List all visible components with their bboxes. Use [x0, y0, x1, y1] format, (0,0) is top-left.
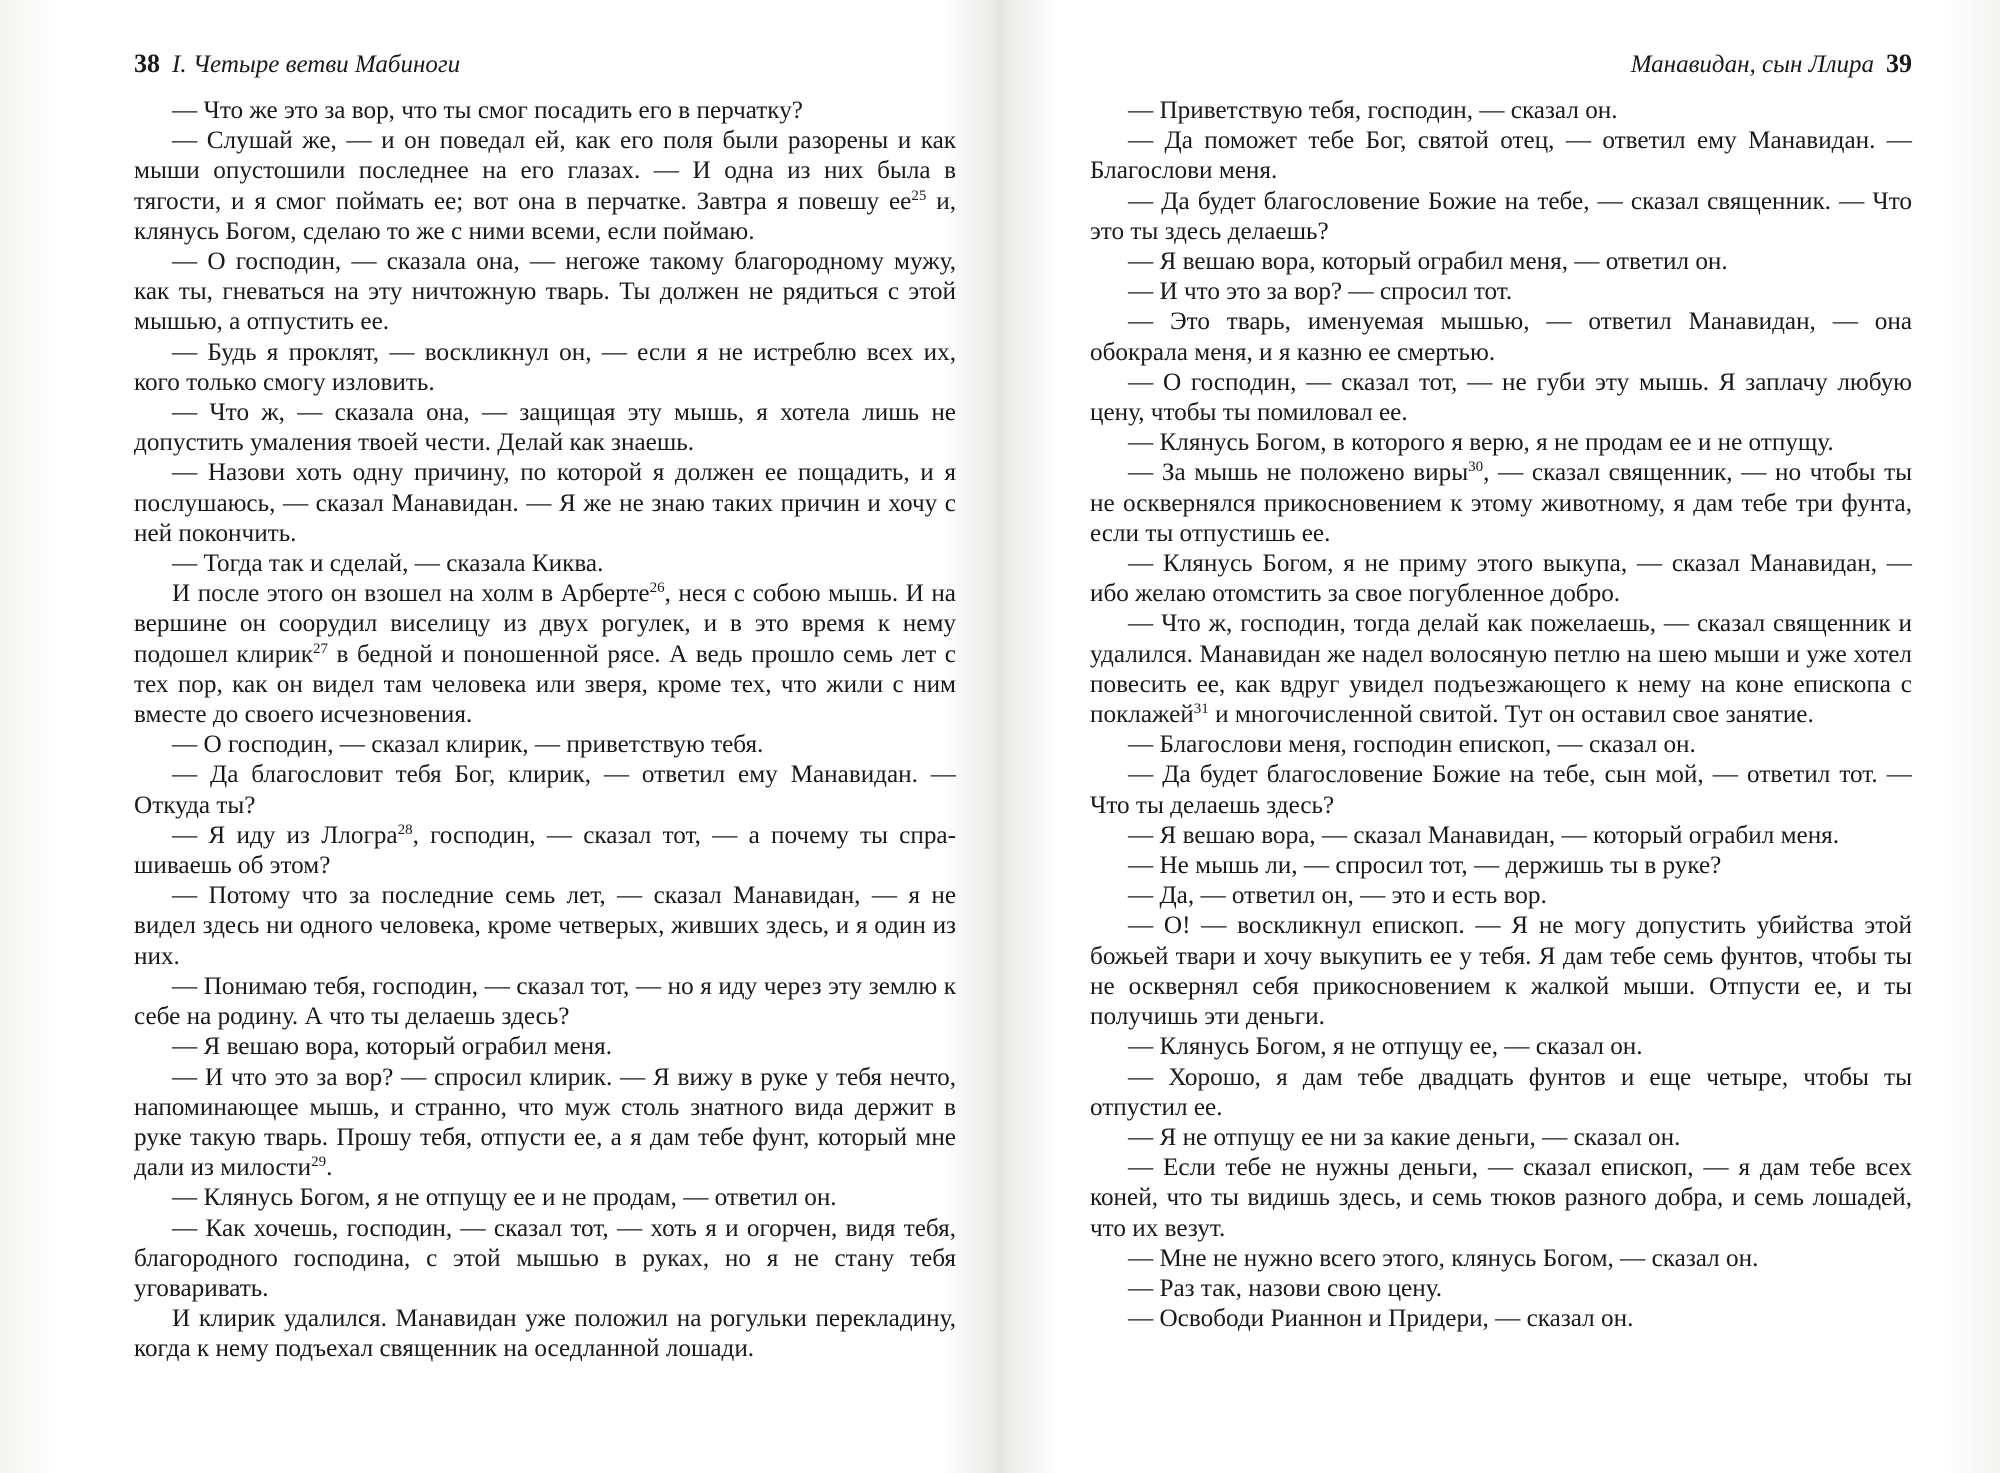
paragraph: — О господин, — сказал тот, — не губи эту мышь. Я заплачу любую цену, чтобы ты помиловал ее.	[1090, 368, 1912, 427]
running-head-left	[134, 44, 956, 84]
paragraph: — Клянусь Богом, я не отпущу ее, — сказал он.	[1128, 1033, 1643, 1061]
paragraph: — Будь я проклят, — воскликнул он, — если я не истреблю всех их, кого только смогу изловить.	[134, 338, 956, 396]
paragraph: — Мне не нужно всего этого, клянусь Богом, — сказал он.	[1128, 1244, 1759, 1272]
paragraph: И клирик удалился. Манавидан уже положил на рогульки перекладину, когда к нему подъехал священник на оседланной лошади.	[134, 1305, 956, 1363]
paragraph: — Хорошо, я дам тебе двадцать фунтов и еще четыре, чтобы ты отпустил ее.	[1090, 1063, 1912, 1121]
paragraph: — Как хочешь, господин, — сказал тот, — хоть я и огорчен, видя тебя, благородного господина, с этой мышью в руках, но я не стану тебя уговаривать.	[134, 1214, 956, 1302]
page-number-left: 38	[134, 49, 160, 78]
paragraph: — Я иду из Ллогра$^{28}$, господин, — сказал тот, — а почему ты спрашиваешь об этом?	[134, 821, 957, 880]
paragraph: — Тогда так и сделай, — сказала Киква.	[172, 550, 604, 578]
footnote-ref: 30	[1468, 459, 1484, 476]
footnote-ref: 26	[649, 580, 665, 597]
paragraph: — Что ж, — сказала она, — защищая эту мышь, я хотела лишь не допустить умаления твоей чести. Делай как знаешь.	[134, 399, 956, 457]
paragraph: — Да будет благословение Божие на тебе, сын мой, — ответил тот. — Что ты делаешь здесь?	[1090, 761, 1912, 819]
paragraph: — И что это за вор? — спросил клирик. — Я вижу в руке у тебя нечто, напоминающее мышь, и странно, что муж столь знатного вида держит в руке такую тварь. Прошу тебя, отпусти ее, а я дам тебе фунт, который мне дали из милости$^{29}$.	[134, 1063, 956, 1182]
paragraph: — Потому что за последние семь лет, — сказал Манавидан, — я не видел здесь ни одного человека, кроме четверых, живших здесь, и я один из них.	[134, 882, 956, 970]
footnote-ref: 25	[911, 187, 927, 204]
paragraph: — Да будет благословение Божие на тебе, — сказал священник. — Что это ты здесь делаешь?	[1090, 187, 1912, 245]
right-page-text	[1090, 96, 1912, 1334]
paragraph: — Раз так, назови свою цену.	[1128, 1274, 1443, 1302]
paragraph: — За мышь не положено виры$^{30}$, — сказал священник, — но чтобы ты не осквернялся прикосновением к этому животному, я дам тебе три фунта, если ты отпустишь ее.	[1090, 459, 1913, 547]
running-head-title-right: Манавидан, сын Ллира	[1630, 51, 1874, 78]
left-page-text	[134, 96, 956, 1365]
paragraph: — Если тебе не нужны деньги, — сказал епископ, — я дам тебе всех коней, что ты видишь здесь, и семь тюков разного добра, и семь лошадей, что их везут.	[1090, 1154, 1912, 1242]
paragraph: — Да, — ответил он, — это и есть вор.	[1128, 882, 1547, 910]
paragraph: — Это тварь, именуемая мышью, — ответил Манавидан, — она обокрала меня, и я казню ее смертью.	[1090, 308, 1912, 366]
footnote-ref: 31	[1193, 701, 1209, 718]
paragraph: — И что это за вор? — спросил тот.	[1128, 278, 1513, 306]
paragraph: — О господин, — сказал клирик, — приветствую тебя.	[172, 731, 764, 759]
paragraph: — Да благословит тебя Бог, клирик, — ответил ему Манавидан. — Откуда ты?	[134, 761, 956, 819]
paragraph: — Приветствую тебя, господин, — сказал он.	[1128, 97, 1618, 124]
paragraph: — Не мышь ли, — спросил тот, — держишь ты в руке?	[1128, 852, 1722, 880]
paragraph: — Назови хоть одну причину, по которой я должен ее пощадить, и я послушаюсь, — сказал Манавидан. — Я же не знаю таких причин и хочу с ней покончить.	[134, 459, 956, 547]
paragraph: — Слушай же, — и он поведал ей, как его поля были разорены и как мыши опустошили последнее на его глазах. — И одна из них была в тягости, и я смог поймать ее; вот она в перчатке. Завтра я повешу $ее^{25}$ и, клянусь Богом, сделаю то же с ними всеми, если поймаю.	[134, 127, 956, 245]
running-head-title-left: I. Четыре ветви Мабиноги	[172, 51, 461, 78]
page-number-right: 39	[1886, 49, 1912, 78]
paragraph: — Я не отпущу ее ни за какие деньги, — сказал он.	[1128, 1123, 1681, 1151]
right-page	[1090, 44, 1912, 1334]
paragraph: — Да поможет тебе Бог, святой отец, — ответил ему Манавидан. — Благослови меня.	[1090, 127, 1912, 185]
paragraph: — Благослови меня, господин епископ, — сказал он.	[1128, 731, 1696, 759]
footnote-ref: 27	[313, 640, 329, 657]
paragraph: — Что же это за вор, что ты смог посадить его в перчатку?	[172, 97, 803, 124]
running-head-right	[1090, 44, 1912, 84]
paragraph: — Клянусь Богом, в которого я верю, я не продам ее и не отпущу.	[1128, 429, 1834, 457]
paragraph: — Клянусь Богом, я не отпущу ее и не продам, — ответил он.	[172, 1184, 837, 1212]
footnote-ref: 29	[311, 1154, 327, 1171]
left-page	[134, 44, 956, 1365]
footnote-ref: 28	[397, 821, 413, 838]
paragraph: — О господин, — сказала она, — негоже такому благородному мужу, как ты, гневаться на эту ничтожную тварь. Ты должен не рядиться с этой мышью, а отпустить ее.	[134, 248, 956, 336]
paragraph: — Понимаю тебя, господин, — сказал тот, — но я иду через эту землю к себе на родину. А что ты делаешь здесь?	[134, 972, 956, 1031]
paragraph: — Что ж, господин, тогда делай как пожелаешь, — сказал священник и удалился. Манавидан же надел волосяную петлю на шею мыши и уже хотел повесить ее, как вдруг увидел подъезжающего к нему на коне епископа с поклажей$^{31}$ и многочисленной свитой. Тут он оставил свое занятие.	[1090, 610, 1912, 729]
paragraph: — Я вешаю вора, который ограбил меня, — ответил он.	[1128, 248, 1728, 276]
paragraph: И после этого он взошел на холм в Арберте$^{26}$, неся с собою мышь. И на вершине он соорудил виселицу из двух рогулек, и в это время к нему подошел клирик$^{27}$ в бедной и поношенной рясе. А ведь прошло семь лет с тех пор, как он видел там человека или зверя, кроме тех, что жили с ним вместе до своего исчезновения.	[134, 580, 956, 729]
paragraph: — Я вешаю вора, — сказал Манавидан, — который ограбил меня.	[1128, 821, 1840, 849]
paragraph: — Освободи Рианнон и Придери, — сказал он.	[1128, 1305, 1634, 1333]
paragraph: — Клянусь Богом, я не приму этого выкупа, — сказал Манавидан, — ибо желаю отомстить за свое погубленное добро.	[1090, 550, 1912, 608]
paragraph: — О! — воскликнул епископ. — Я не могу допустить убийства этой божьей твари и хочу выкупить ее у тебя. Я дам тебе семь фунтов, чтобы ты не осквернял себя прикосновением к жалкой мыши. Отпусти ее, и ты получишь эти деньги.	[1090, 912, 1912, 1031]
paragraph: — Я вешаю вора, который ограбил меня.	[172, 1033, 612, 1061]
